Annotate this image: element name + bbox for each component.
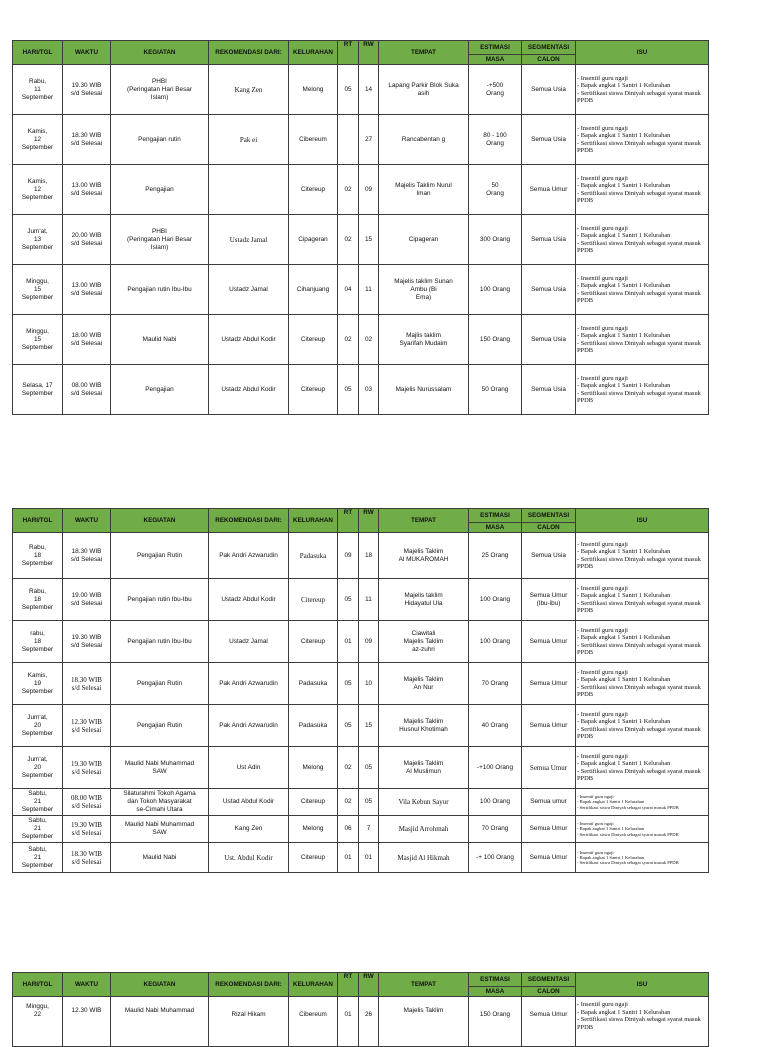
cell-rekomendasi: Ustadz Abdul Kodir [209, 315, 289, 365]
cell-kelurahan: Melong [289, 816, 338, 843]
cell-masa: 25 Orang [469, 533, 522, 579]
table-row [13, 705, 709, 747]
cell-calon: Semua Umur [522, 816, 576, 843]
cell-masa: 50 Orang [469, 165, 522, 215]
cell-rt: 06 [338, 816, 359, 843]
cell-rw: 01 [359, 843, 379, 873]
cell-tempat: Ciawitali Majelis Taklim az-zuhri [379, 621, 469, 663]
col-header-hari: HARI/TGL [13, 973, 63, 997]
cell-kelurahan: Cipageran [289, 215, 338, 265]
cell-hari: Jum'at, 20 September [13, 705, 63, 747]
cell-kelurahan: Citereup [289, 843, 338, 873]
col-header-hari: HARI/TGL [13, 41, 63, 65]
cell-hari: Kamis, 12 September [13, 115, 63, 165]
table-row [13, 215, 709, 265]
cell-hari: Jum'at, 20 September [13, 747, 63, 789]
cell-calon: Semua Usia [522, 65, 576, 115]
cell-waktu: 13.00 WIB s/d Selesai [63, 265, 111, 315]
cell-waktu: 18.00 WIB s/d Selesai [63, 315, 111, 365]
cell-kegiatan: Pengajian [111, 165, 209, 215]
col-header-rekomendasi: REKOMENDASI DARI: [209, 973, 289, 997]
cell-rt: 05 [338, 365, 359, 415]
col-header-kegiatan: KEGIATAN [111, 41, 209, 65]
cell-masa: 40 Orang [469, 705, 522, 747]
cell-kegiatan: Maulid Nabi Muhammad SAW [111, 816, 209, 843]
schedule-table-2 [12, 508, 709, 873]
cell-tempat: Lapang Parkir Blok Suka asih [379, 65, 469, 115]
cell-rekomendasi [209, 165, 289, 215]
cell-rw: 09 [359, 621, 379, 663]
cell-rw: 11 [359, 579, 379, 621]
cell-rekomendasi: Pak Andri Azwarudin [209, 533, 289, 579]
cell-isu: - Insentif guru ngaji - Bapak angkat 1 Santri 1 Kelurahan - Sertifikasi siswa Diniyah sebagai syarat masuk PPDB [576, 65, 709, 115]
col-header-isu: ISU [576, 973, 709, 997]
col-header-kelurahan: KELURAHAN [289, 41, 338, 65]
table-row [13, 747, 709, 789]
cell-hari: rabu, 18 September [13, 621, 63, 663]
cell-isu: - Insentif guru ngaji - Bapak angkat 1 Santri 1 Kelurahan - Sertifikasi siswa Diniyah sebagai syarat masuk PPDB [576, 215, 709, 265]
cell-tempat: Majlis taklim Syarifah Mudaim [379, 315, 469, 365]
cell-rw: 7 [359, 816, 379, 843]
cell-kegiatan: Pengajian Rutin [111, 533, 209, 579]
cell-isu: - Insentif guru ngaji - Bapak angkat 1 Santri 1 Kelurahan - Sertifikasi siswa Diniyah sebagai syarat masuk PPDB [576, 365, 709, 415]
col-header-masa: MASA [469, 987, 522, 997]
cell-rw: 03 [359, 365, 379, 415]
col-header-estimasi: ESTIMASI [469, 973, 522, 987]
cell-tempat: Majelis Taklim An Nur [379, 663, 469, 705]
cell-rw: 05 [359, 789, 379, 816]
cell-kelurahan: Cibereum [289, 115, 338, 165]
cell-tempat: Masjid Al Hikmah [379, 843, 469, 873]
cell-masa: 70 Orang [469, 816, 522, 843]
cell-calon: Semua Usia [522, 115, 576, 165]
cell-kegiatan: PHBI (Peringatan Hari Besar Islam) [111, 65, 209, 115]
col-header-kelurahan: KELURAHAN [289, 973, 338, 997]
col-header-waktu: WAKTU [63, 973, 111, 997]
table-row [13, 115, 709, 165]
cell-rekomendasi: Ustadz Abdul Kodir [209, 579, 289, 621]
schedule-table-3 [12, 972, 709, 1047]
cell-rt: 02 [338, 789, 359, 816]
cell-rekomendasi: Ustadz Abdul Kodir [209, 365, 289, 415]
cell-tempat: Majelis taklim Sunan Ambu (Bi Ema) [379, 265, 469, 315]
cell-rt: 02 [338, 747, 359, 789]
cell-waktu: 20.00 WIB s/d Selesai [63, 215, 111, 265]
cell-waktu: 19.30 WIB s/d Selesai [63, 621, 111, 663]
cell-masa: -+500 Orang [469, 65, 522, 115]
cell-kelurahan: Padasuka [289, 663, 338, 705]
col-header-rt: RT [338, 509, 359, 533]
table-row [13, 315, 709, 365]
cell-kegiatan: Maulid Nabi Muhammad [111, 997, 209, 1047]
cell-isu: - Insentif guru ngaji - Bapak angkat 1 Santri 1 Kelurahan - Sertifikasi siswa Diniyah sebagai syarat masuk PPDB [576, 789, 709, 816]
cell-masa: 300 Orang [469, 215, 522, 265]
cell-hari: Sabtu, 21 September [13, 789, 63, 816]
cell-waktu: 19.30 WIB s/d Selesai [63, 816, 111, 843]
cell-kegiatan: PHBI (Peringatan Hari Besar Islam) [111, 215, 209, 265]
cell-rw: 27 [359, 115, 379, 165]
cell-tempat: Majelis Taklim [379, 997, 469, 1047]
col-header-rt: RT [338, 973, 359, 997]
cell-rw: 05 [359, 747, 379, 789]
cell-isu: - Insentif guru ngaji - Bapak angkat 1 Santri 1 Kelurahan - Sertifikasi siswa Diniyah sebagai syarat masuk PPDB [576, 663, 709, 705]
cell-calon: Semua Umur [522, 705, 576, 747]
cell-rt: 09 [338, 533, 359, 579]
col-header-calon: CALON [522, 55, 576, 65]
col-header-masa: MASA [469, 55, 522, 65]
cell-waktu: 19.00 WIB s/d Selesai [63, 579, 111, 621]
cell-calon: Semua Umur [522, 997, 576, 1047]
col-header-kelurahan: KELURAHAN [289, 509, 338, 533]
cell-waktu: 18.30 WIB s/d Selesai [63, 843, 111, 873]
cell-hari: Jum'at, 13 September [13, 215, 63, 265]
cell-waktu: 18.30 WIB s/d Selesai [63, 663, 111, 705]
cell-hari: Rabu, 18 September [13, 533, 63, 579]
cell-hari: Minggu, 22 [13, 997, 63, 1047]
cell-kegiatan: Pengajian rutin Ibu-Ibu [111, 579, 209, 621]
col-header-waktu: WAKTU [63, 41, 111, 65]
cell-isu: - Insentif guru ngaji - Bapak angkat 1 Santri 1 Kelurahan - Sertifikasi siswa Diniyah sebagai syarat masuk PPDB [576, 165, 709, 215]
cell-rekomendasi: Kang Zen [209, 65, 289, 115]
cell-hari: Rabu, 11 September [13, 65, 63, 115]
cell-kelurahan: Citereup [289, 579, 338, 621]
cell-calon: Semua Umur [522, 621, 576, 663]
cell-hari: Sabtu, 21 September [13, 843, 63, 873]
cell-rt: 01 [338, 997, 359, 1047]
cell-isu: - Insentif guru ngaji - Bapak angkat 1 Santri 1 Kelurahan - Sertifikasi siswa Diniyah sebagai syarat masuk PPDB [576, 997, 709, 1047]
cell-kegiatan: Maulid Nabi [111, 315, 209, 365]
cell-kelurahan: Citereup [289, 165, 338, 215]
col-header-tempat: TEMPAT [379, 973, 469, 997]
col-header-rw: RW [359, 973, 379, 997]
cell-calon: Semua Umur [522, 165, 576, 215]
cell-isu: - Insentif guru ngaji - Bapak angkat 1 Santri 1 Kelurahan - Sertifikasi siswa Diniyah sebagai syarat masuk PPDB [576, 747, 709, 789]
col-header-kegiatan: KEGIATAN [111, 973, 209, 997]
cell-kegiatan: Pengajian rutin [111, 115, 209, 165]
col-header-rekomendasi: REKOMENDASI DARI: [209, 41, 289, 65]
cell-masa: 100 Orang [469, 579, 522, 621]
cell-kegiatan: Pengajian rutin Ibu-Ibu [111, 621, 209, 663]
cell-rekomendasi: Ustadz Jamal [209, 265, 289, 315]
cell-calon: Semua Usia [522, 315, 576, 365]
cell-kegiatan: Pengajian Rutin [111, 663, 209, 705]
cell-kelurahan: Padasuka [289, 533, 338, 579]
table-row [13, 165, 709, 215]
col-header-tempat: TEMPAT [379, 509, 469, 533]
cell-kelurahan: Cibereum [289, 997, 338, 1047]
cell-rekomendasi: Ustadz Jamal [209, 621, 289, 663]
table-row [13, 843, 709, 873]
col-header-segmentasi: SEGMENTASI [522, 41, 576, 55]
col-header-calon: CALON [522, 987, 576, 997]
col-header-rekomendasi: REKOMENDASI DARI: [209, 509, 289, 533]
cell-tempat: Majelis Nurussalam [379, 365, 469, 415]
cell-waktu: 12.30 WIB s/d Selesai [63, 705, 111, 747]
cell-isu: - Insentif guru ngaji - Bapak angkat 1 Santri 1 Kelurahan - Sertifikasi siswa Diniyah sebagai syarat masuk PPDB [576, 579, 709, 621]
table-row [13, 663, 709, 705]
cell-masa: 150 Orang [469, 315, 522, 365]
cell-waktu: 08.00 WIB s/d Selesai [63, 365, 111, 415]
table-row [13, 579, 709, 621]
cell-waktu: 18.30 WIB s/d Selesai [63, 533, 111, 579]
cell-masa: 100 Orang [469, 789, 522, 816]
cell-rt: 02 [338, 315, 359, 365]
cell-kegiatan: Pengajian Rutin [111, 705, 209, 747]
cell-isu: - Insentif guru ngaji - Bapak angkat 1 Santri 1 Kelurahan - Sertifikasi siswa Diniyah sebagai syarat masuk PPDB [576, 621, 709, 663]
cell-kelurahan: Citereup [289, 621, 338, 663]
cell-rt: 01 [338, 621, 359, 663]
cell-masa: -+100 Orang [469, 747, 522, 789]
cell-hari: Kamis, 12 September [13, 165, 63, 215]
cell-calon: Semua Usia [522, 215, 576, 265]
cell-rt: 04 [338, 265, 359, 315]
cell-tempat: Cipageran [379, 215, 469, 265]
col-header-calon: CALON [522, 523, 576, 533]
cell-calon: Semua Umur [522, 843, 576, 873]
cell-rw: 15 [359, 215, 379, 265]
cell-hari: Minggu, 15 September [13, 315, 63, 365]
cell-hari: Sabtu, 21 September [13, 816, 63, 843]
cell-kegiatan: Maulid Nabi Muhammad SAW [111, 747, 209, 789]
cell-tempat: Majelis Taklim Husnul Khotimah [379, 705, 469, 747]
cell-hari: Selasa, 17 September [13, 365, 63, 415]
cell-calon: Semua Usia [522, 265, 576, 315]
cell-rekomendasi: Ustad Abdul Kodir [209, 789, 289, 816]
cell-rw: 14 [359, 65, 379, 115]
cell-hari: Kamis, 19 September [13, 663, 63, 705]
col-header-isu: ISU [576, 509, 709, 533]
cell-masa: -+ 100 Orang [469, 843, 522, 873]
cell-tempat: Majelis Taklim Al MUKAROMAH [379, 533, 469, 579]
cell-masa: 80 - 100 Orang [469, 115, 522, 165]
cell-rekomendasi: Pak ei [209, 115, 289, 165]
cell-waktu: 12.30 WIB [63, 997, 111, 1047]
col-header-rw: RW [359, 41, 379, 65]
col-header-rw: RW [359, 509, 379, 533]
cell-tempat: Majelis Taklim Nurul Iman [379, 165, 469, 215]
cell-kelurahan: Padasuka [289, 705, 338, 747]
cell-kelurahan: Citereup [289, 365, 338, 415]
col-header-rt: RT [338, 41, 359, 65]
cell-rt: 05 [338, 663, 359, 705]
cell-rw: 09 [359, 165, 379, 215]
cell-masa: 70 Orang [469, 663, 522, 705]
table-row [13, 265, 709, 315]
cell-tempat: Majelis taklim Hidayatul Ula [379, 579, 469, 621]
cell-rekomendasi: Ust. Abdul Kodir [209, 843, 289, 873]
cell-rt: 01 [338, 843, 359, 873]
cell-masa: 100 Orang [469, 621, 522, 663]
cell-rekomendasi: Ust Adin [209, 747, 289, 789]
cell-rt: 05 [338, 705, 359, 747]
cell-rekomendasi: Kang Zen [209, 816, 289, 843]
col-header-waktu: WAKTU [63, 509, 111, 533]
cell-rekomendasi: Pak Andri Azwarudin [209, 705, 289, 747]
cell-isu: - Insentif guru ngaji - Bapak angkat 1 Santri 1 Kelurahan - Sertifikasi siswa Diniyah sebagai syarat masuk PPDB [576, 115, 709, 165]
col-header-tempat: TEMPAT [379, 41, 469, 65]
col-header-masa: MASA [469, 523, 522, 533]
cell-waktu: 19.30 WIB s/d Selesai [63, 747, 111, 789]
table-row [13, 65, 709, 115]
cell-calon: Semua Umur (Ibu-ibu) [522, 579, 576, 621]
cell-isu: - Insentif guru ngaji - Bapak angkat 1 Santri 1 Kelurahan - Sertifikasi siswa Diniyah sebagai syarat masuk PPDB [576, 816, 709, 843]
table-row [13, 997, 709, 1047]
cell-masa: 100 Orang [469, 265, 522, 315]
schedule-table-1 [12, 40, 709, 415]
cell-rt: 02 [338, 215, 359, 265]
cell-kelurahan: Citereup [289, 315, 338, 365]
cell-kelurahan: Cihanjuang [289, 265, 338, 315]
cell-rw: 15 [359, 705, 379, 747]
table-row [13, 621, 709, 663]
table-row [13, 365, 709, 415]
cell-kegiatan: Pengajian [111, 365, 209, 415]
cell-rt: 05 [338, 579, 359, 621]
cell-masa: 50 Orang [469, 365, 522, 415]
cell-rw: 10 [359, 663, 379, 705]
cell-isu: - Insentif guru ngaji - Bapak angkat 1 Santri 1 Kelurahan - Sertifikasi siswa Diniyah sebagai syarat masuk PPDB [576, 265, 709, 315]
col-header-segmentasi: SEGMENTASI [522, 973, 576, 987]
cell-isu: - Insentif guru ngaji - Bapak angkat 1 Santri 1 Kelurahan - Sertifikasi siswa Diniyah sebagai syarat masuk PPDB [576, 843, 709, 873]
cell-waktu: 19.30 WIB s/d Selesai [63, 65, 111, 115]
cell-kegiatan: Maulid Nabi [111, 843, 209, 873]
table-row [13, 533, 709, 579]
cell-rw: 11 [359, 265, 379, 315]
col-header-hari: HARI/TGL [13, 509, 63, 533]
cell-calon: Semua Usia [522, 533, 576, 579]
col-header-estimasi: ESTIMASI [469, 509, 522, 523]
cell-masa: 150 Orang [469, 997, 522, 1047]
cell-tempat: Masjid Arrohmah [379, 816, 469, 843]
cell-hari: Minggu, 15 September [13, 265, 63, 315]
col-header-kegiatan: KEGIATAN [111, 509, 209, 533]
cell-waktu: 08.00 WIB s/d Selesai [63, 789, 111, 816]
cell-tempat: Vila Kebun Sayur [379, 789, 469, 816]
cell-isu: - Insentif guru ngaji - Bapak angkat 1 Santri 1 Kelurahan - Sertifikasi siswa Diniyah sebagai syarat masuk PPDB [576, 315, 709, 365]
cell-rekomendasi: Pak Andri Azwarudin [209, 663, 289, 705]
cell-isu: - Insentif guru ngaji - Bapak angkat 1 Santri 1 Kelurahan - Sertifikasi siswa Diniyah sebagai syarat masuk PPDB [576, 533, 709, 579]
cell-kelurahan: Melong [289, 65, 338, 115]
cell-isu: - Insentif guru ngaji - Bapak angkat 1 Santri 1 Kelurahan - Sertifikasi siswa Diniyah sebagai syarat masuk PPDB [576, 705, 709, 747]
cell-calon: Semua umur [522, 789, 576, 816]
cell-kegiatan: Silaturahmi Tokoh Agama dan Tokoh Masyarakat se-Cimahi Utara [111, 789, 209, 816]
cell-rekomendasi: Rizal Hikam [209, 997, 289, 1047]
cell-rw: 18 [359, 533, 379, 579]
table-row [13, 789, 709, 816]
cell-tempat: Majelis Taklim Al Muslimun [379, 747, 469, 789]
cell-tempat: Rancabentan g [379, 115, 469, 165]
cell-rt [338, 115, 359, 165]
cell-rt: 02 [338, 165, 359, 215]
cell-kegiatan: Pengajian rutin Ibu-Ibu [111, 265, 209, 315]
cell-waktu: 18.30 WIB s/d Selesai [63, 115, 111, 165]
cell-waktu: 13.00 WIB s/d Selesai [63, 165, 111, 215]
col-header-estimasi: ESTIMASI [469, 41, 522, 55]
cell-rw: 02 [359, 315, 379, 365]
cell-kelurahan: Melong [289, 747, 338, 789]
cell-kelurahan: Citereup [289, 789, 338, 816]
cell-calon: Semua Umur [522, 747, 576, 789]
cell-hari: Rabu, 18 September [13, 579, 63, 621]
col-header-isu: ISU [576, 41, 709, 65]
cell-rekomendasi: Ustadz Jamal [209, 215, 289, 265]
table-row [13, 816, 709, 843]
cell-calon: Semua Usia [522, 365, 576, 415]
cell-calon: Semua Umur [522, 663, 576, 705]
cell-rw: 26 [359, 997, 379, 1047]
col-header-segmentasi: SEGMENTASI [522, 509, 576, 523]
cell-rt: 05 [338, 65, 359, 115]
